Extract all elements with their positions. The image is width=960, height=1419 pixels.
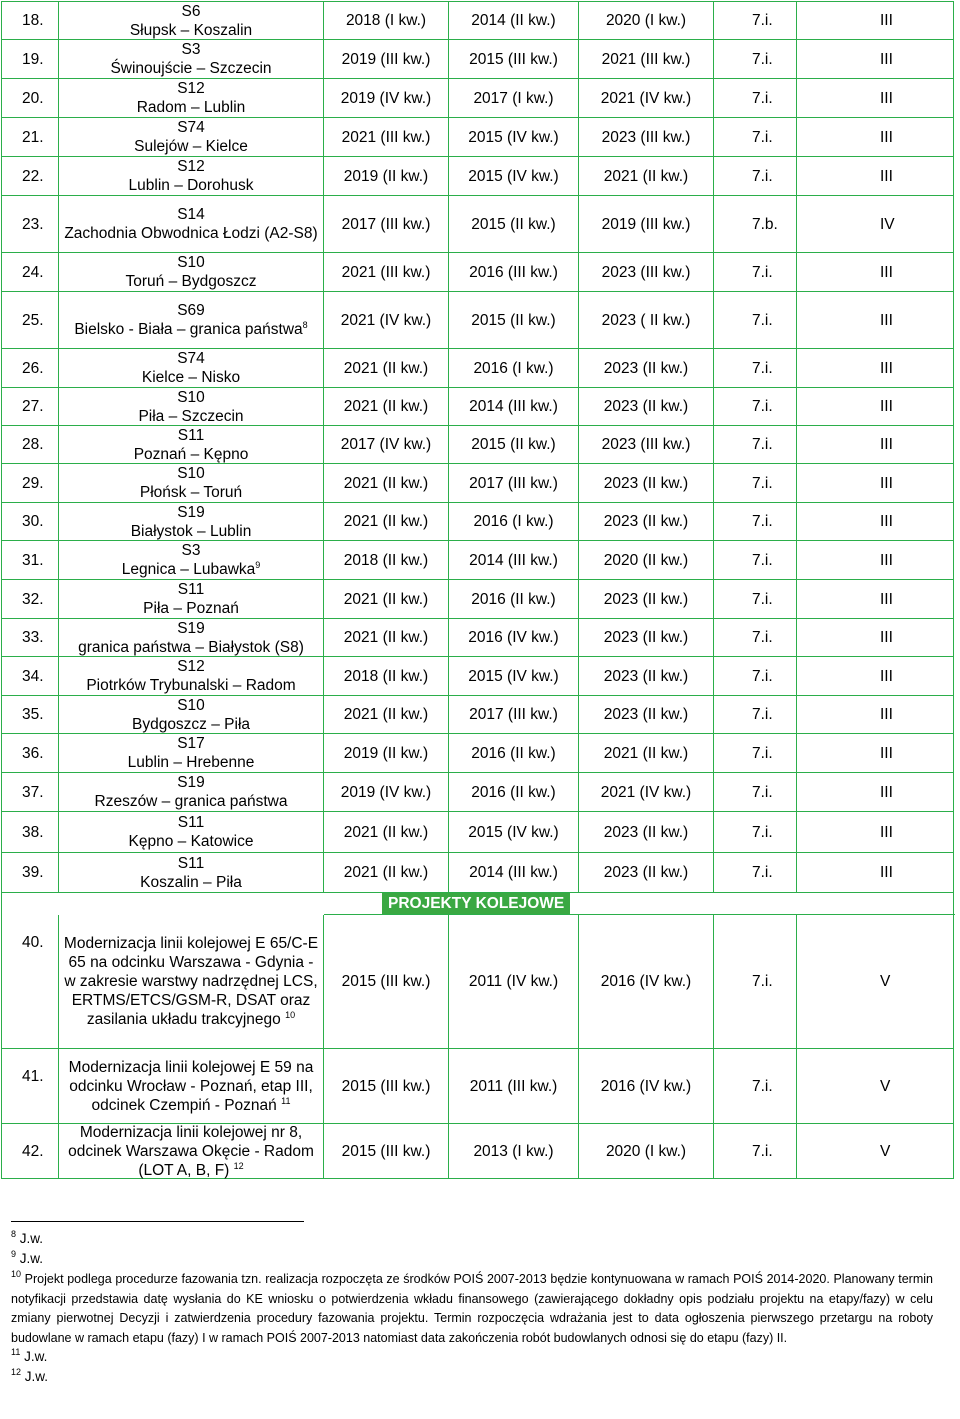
date-end: 2021 (IV kw.) bbox=[579, 773, 714, 811]
row-number: 21. bbox=[2, 118, 59, 156]
road-route bbox=[134, 137, 248, 156]
road-code: S19 bbox=[177, 774, 205, 791]
table-row-rail bbox=[2, 1049, 953, 1124]
road-cell bbox=[59, 118, 324, 156]
road-cell bbox=[59, 580, 324, 618]
road-cell bbox=[59, 619, 324, 656]
date-notification: 2021 (III kw.) bbox=[324, 253, 449, 291]
date-notification: 2018 (I kw.) bbox=[324, 2, 449, 39]
row-number: 32. bbox=[2, 580, 59, 618]
date-start: 2016 (II kw.) bbox=[449, 580, 579, 618]
date-notification: 2021 (II kw.) bbox=[324, 388, 449, 425]
class: III bbox=[880, 398, 893, 415]
rail-project-title bbox=[63, 934, 319, 1029]
table-row bbox=[2, 426, 953, 464]
road-code: S17 bbox=[177, 735, 205, 752]
road-route-text: Poznań – Kępno bbox=[133, 445, 249, 463]
section-header-label: PROJEKTY KOLEJOWE bbox=[382, 893, 570, 914]
road-route-text: Lublin – Hrebenne bbox=[127, 754, 255, 771]
date-notification: 2021 (II kw.) bbox=[324, 696, 449, 733]
road-cell bbox=[59, 157, 324, 195]
category: 7.i. bbox=[714, 349, 797, 387]
class: III bbox=[880, 590, 893, 608]
footnote-ref: 8 bbox=[302, 320, 308, 330]
date-start: 2015 (III kw.) bbox=[449, 40, 579, 78]
date-notification: 2021 (II kw.) bbox=[324, 503, 449, 540]
date-notification: 2021 (II kw.) bbox=[324, 464, 449, 502]
date-start: 2016 (II kw.) bbox=[449, 734, 579, 772]
date-end: 2023 (II kw.) bbox=[579, 503, 714, 540]
rail-project-title-text: Modernizacja linii kolejowej nr 8, odcinek Warszawa Okęcie - Radom (LOT A, B, F) bbox=[68, 1123, 314, 1179]
road-route bbox=[130, 21, 252, 40]
footnote-12: $^{12}$ J.w. bbox=[11, 1367, 49, 1384]
footnote-ref: 9 bbox=[255, 560, 261, 570]
date-start: 2014 (III kw.) bbox=[449, 388, 579, 425]
footnote-8: $^8$ J.w. bbox=[11, 1229, 44, 1246]
category: 7.i. bbox=[714, 734, 797, 772]
category: 7.i. bbox=[714, 657, 797, 695]
date-end: 2023 (III kw.) bbox=[579, 118, 714, 156]
table-row bbox=[2, 773, 953, 812]
road-route-text: Rzeszów – granica państwa bbox=[94, 793, 288, 810]
rail-project-title bbox=[63, 1058, 319, 1115]
row-number: 27. bbox=[2, 388, 59, 425]
class: V bbox=[880, 973, 891, 990]
road-code: S10 bbox=[177, 465, 205, 482]
road-code: S11 bbox=[177, 426, 205, 444]
table-row bbox=[2, 118, 953, 157]
date-start: 2015 (IV kw.) bbox=[449, 118, 579, 156]
table-row bbox=[2, 541, 953, 580]
row-number: 41. bbox=[2, 1049, 59, 1123]
footnotes bbox=[11, 1230, 933, 1388]
class: III bbox=[880, 311, 893, 329]
date-start: 2016 (IV kw.) bbox=[449, 619, 579, 656]
date-end: 2023 (II kw.) bbox=[579, 657, 714, 695]
table-row bbox=[2, 253, 953, 292]
date-start: 2014 (III kw.) bbox=[449, 853, 579, 892]
date-notification: 2018 (II kw.) bbox=[324, 657, 449, 695]
date-notification: 2018 (II kw.) bbox=[324, 541, 449, 579]
class: III bbox=[880, 783, 893, 801]
road-cell bbox=[59, 253, 324, 291]
road-code: S3 bbox=[181, 41, 201, 58]
road-route bbox=[140, 873, 242, 892]
rail-project-cell bbox=[59, 1124, 324, 1178]
table-row bbox=[2, 388, 953, 426]
row-number: 33. bbox=[2, 619, 59, 656]
road-cell bbox=[59, 196, 324, 252]
class: III bbox=[880, 263, 893, 281]
road-route bbox=[95, 792, 288, 811]
class: III bbox=[880, 474, 893, 492]
road-code: S11 bbox=[177, 814, 205, 831]
date-notification: 2019 (IV kw.) bbox=[324, 79, 449, 117]
date-start: 2015 (II kw.) bbox=[449, 292, 579, 348]
date-notification: 2021 (III kw.) bbox=[324, 118, 449, 156]
road-cell bbox=[59, 40, 324, 78]
row-number: 35. bbox=[2, 696, 59, 733]
rail-project-title-text: Modernizacja linii kolejowej E 65/C-E 65 na odcinku Warszawa - Gdynia - w zakresie warstwy nadrzędnej LCS, ERTMS/ETCS/GSM-R, DSAT oraz zasilania układu trakcyjnego bbox=[63, 935, 319, 1028]
class: III bbox=[880, 128, 893, 146]
row-number: 38. bbox=[2, 812, 59, 852]
category: 7.i. bbox=[714, 157, 797, 195]
class: III bbox=[880, 89, 893, 107]
row-number: 42. bbox=[2, 1124, 59, 1178]
date-end: 2021 (II kw.) bbox=[579, 734, 714, 772]
road-route-text: Lublin – Dorohusk bbox=[128, 177, 254, 194]
date-start: 2015 (IV kw.) bbox=[449, 657, 579, 695]
road-code: S19 bbox=[177, 503, 205, 521]
road-route bbox=[142, 368, 240, 387]
class: III bbox=[880, 513, 893, 530]
rail-project-cell bbox=[59, 915, 324, 1048]
rail-project-title-text: Modernizacja linii kolejowej E 59 na odcinku Wrocław - Poznań, etap III, odcinek Czempiń - Poznań bbox=[68, 1058, 314, 1114]
row-number: 37. bbox=[2, 773, 59, 811]
date-start: 2016 (III kw.) bbox=[449, 253, 579, 291]
road-route bbox=[122, 560, 261, 579]
table-row bbox=[2, 812, 953, 853]
road-route-text: Legnica – Lubawka bbox=[121, 561, 256, 578]
date-notification: 2017 (IV kw.) bbox=[324, 426, 449, 463]
date-notification: 2015 (III kw.) bbox=[324, 1124, 449, 1178]
table-row bbox=[2, 580, 953, 619]
date-start: 2016 (I kw.) bbox=[449, 349, 579, 387]
road-cell bbox=[59, 696, 324, 733]
row-number: 29. bbox=[2, 464, 59, 502]
road-route bbox=[78, 638, 304, 657]
road-route-text: Bielsko - Biała – granica państwa bbox=[74, 321, 303, 338]
class: V bbox=[880, 1142, 891, 1160]
category: 7.i. bbox=[714, 1049, 797, 1123]
date-notification: 2019 (II kw.) bbox=[324, 157, 449, 195]
category: 7.i. bbox=[714, 915, 797, 1048]
date-notification: 2021 (II kw.) bbox=[324, 580, 449, 618]
date-end: 2023 (II kw.) bbox=[579, 388, 714, 425]
table-row bbox=[2, 40, 953, 79]
date-start: 2015 (II kw.) bbox=[449, 196, 579, 252]
category: 7.i. bbox=[714, 503, 797, 540]
road-route bbox=[126, 272, 257, 291]
road-cell bbox=[59, 734, 324, 772]
category: 7.i. bbox=[714, 118, 797, 156]
rail-project-cell bbox=[59, 1049, 324, 1123]
table-row-rail bbox=[2, 1124, 953, 1178]
road-route bbox=[131, 522, 252, 541]
section-header-rail bbox=[324, 893, 955, 915]
road-route-text: Piła – Poznań bbox=[143, 600, 239, 617]
row-number: 20. bbox=[2, 79, 59, 117]
date-end: 2023 (II kw.) bbox=[579, 464, 714, 502]
row-number: 24. bbox=[2, 253, 59, 291]
rail-project-title bbox=[63, 1123, 319, 1180]
row-number: 26. bbox=[2, 349, 59, 387]
row-number: 19. bbox=[2, 40, 59, 78]
row-number: 39. bbox=[2, 853, 59, 892]
footnote-separator bbox=[11, 1221, 304, 1222]
table-row bbox=[2, 79, 953, 118]
class: III bbox=[880, 823, 893, 841]
date-end: 2023 (III kw.) bbox=[579, 253, 714, 291]
road-cell bbox=[59, 349, 324, 387]
table-row bbox=[2, 349, 953, 388]
date-end: 2023 (II kw.) bbox=[579, 619, 714, 656]
road-code: S10 bbox=[177, 254, 205, 271]
date-end: 2023 (II kw.) bbox=[579, 696, 714, 733]
date-start: 2016 (II kw.) bbox=[449, 773, 579, 811]
road-route-text: granica państwa – Białystok (S8) bbox=[78, 638, 304, 656]
road-code: S12 bbox=[177, 658, 205, 675]
road-code: S74 bbox=[177, 119, 205, 136]
road-route bbox=[137, 98, 246, 117]
date-end: 2021 (II kw.) bbox=[579, 157, 714, 195]
date-notification: 2019 (III kw.) bbox=[324, 40, 449, 78]
date-start: 2016 (I kw.) bbox=[449, 503, 579, 540]
date-notification: 2021 (II kw.) bbox=[324, 619, 449, 656]
road-cell bbox=[59, 541, 324, 579]
road-route-text: Świnoujście – Szczecin bbox=[110, 60, 272, 77]
road-route bbox=[64, 224, 317, 243]
road-cell bbox=[59, 426, 324, 463]
road-route-text: Płońsk – Toruń bbox=[139, 484, 243, 501]
road-cell bbox=[59, 388, 324, 425]
road-code: S19 bbox=[177, 619, 205, 637]
class: III bbox=[880, 167, 893, 185]
category: 7.i. bbox=[714, 2, 797, 39]
class: IV bbox=[880, 215, 895, 233]
road-route-text: Zachodnia Obwodnica Łodzi (A2-S8) bbox=[64, 225, 318, 242]
road-code: S14 bbox=[177, 206, 205, 223]
date-start: 2015 (II kw.) bbox=[449, 426, 579, 463]
class: III bbox=[880, 629, 893, 646]
date-start: 2013 (I kw.) bbox=[449, 1124, 579, 1178]
road-route-text: Radom – Lublin bbox=[136, 99, 246, 116]
row-number: 36. bbox=[2, 734, 59, 772]
class: III bbox=[880, 744, 893, 762]
road-cell bbox=[59, 79, 324, 117]
road-cell bbox=[59, 657, 324, 695]
date-end: 2019 (III kw.) bbox=[579, 196, 714, 252]
date-end: 2016 (IV kw.) bbox=[579, 915, 714, 1048]
class: III bbox=[880, 436, 893, 453]
date-notification: 2021 (II kw.) bbox=[324, 349, 449, 387]
table-row bbox=[2, 657, 953, 696]
date-notification: 2015 (III kw.) bbox=[324, 1049, 449, 1123]
row-number: 23. bbox=[2, 196, 59, 252]
row-number: 30. bbox=[2, 503, 59, 540]
date-end: 2023 (II kw.) bbox=[579, 349, 714, 387]
road-cell bbox=[59, 773, 324, 811]
date-notification: 2017 (III kw.) bbox=[324, 196, 449, 252]
road-route-text: Sulejów – Kielce bbox=[134, 138, 248, 155]
footnote-ref: 11 bbox=[281, 1095, 291, 1106]
road-route bbox=[74, 320, 307, 339]
class: III bbox=[880, 667, 893, 685]
road-code: S10 bbox=[177, 388, 205, 406]
table-row bbox=[2, 196, 953, 253]
road-code: S10 bbox=[177, 696, 205, 714]
row-number: 31. bbox=[2, 541, 59, 579]
date-notification: 2019 (IV kw.) bbox=[324, 773, 449, 811]
footnote-ref: 10 bbox=[285, 1010, 296, 1020]
road-route-text: Bydgoszcz – Piła bbox=[131, 715, 251, 733]
date-start: 2014 (III kw.) bbox=[449, 541, 579, 579]
category: 7.i. bbox=[714, 40, 797, 78]
date-end: 2021 (IV kw.) bbox=[579, 79, 714, 117]
date-start: 2011 (III kw.) bbox=[449, 1049, 579, 1123]
date-end: 2020 (II kw.) bbox=[579, 541, 714, 579]
date-end: 2023 (II kw.) bbox=[579, 853, 714, 892]
date-start: 2017 (III kw.) bbox=[449, 464, 579, 502]
road-route bbox=[132, 715, 250, 734]
footnote-9: $^9$ J.w. bbox=[11, 1249, 44, 1266]
date-end: 2020 (I kw.) bbox=[579, 2, 714, 39]
date-start: 2017 (III kw.) bbox=[449, 696, 579, 733]
date-end: 2016 (IV kw.) bbox=[579, 1049, 714, 1123]
date-start: 2015 (IV kw.) bbox=[449, 812, 579, 852]
class: III bbox=[880, 50, 893, 68]
category: 7.i. bbox=[714, 619, 797, 656]
class: III bbox=[880, 359, 893, 377]
footnote-10: $^{10}$ Projekt podlega procedurze fazowania tzn. realizacja rozpoczęta ze środków POIŚ 2007-2013 będzie kontynuowana w ramach POIŚ 2014-2020. Planowany termin notyfikacji przedstawia datę wysłania do KE wniosku o potwierdzenia wkładu finansowego (zawierającego dokładny opis podziału projektu na etapy/fazy) w celu zmiany pierwotnej Decyzji i zatwierdzenia procedury fazowania projektu. Termin rozpoczęcia wdrażania jest to data ogłoszenia pierwszego przetargu na roboty budowlane w ramach etapu (fazy) I w ramach POIŚ 2007-2013 natomiast data zakończenia robót budowlanych odnosi się do etapu (fazy) II. bbox=[11, 1269, 933, 1345]
footnote-11: $^{11}$ J.w. bbox=[11, 1347, 48, 1364]
date-start: 2017 (I kw.) bbox=[449, 79, 579, 117]
road-route bbox=[134, 445, 249, 464]
category: 7.b. bbox=[714, 196, 797, 252]
date-end: 2023 (II kw.) bbox=[579, 812, 714, 852]
row-number: 34. bbox=[2, 657, 59, 695]
date-start: 2015 (IV kw.) bbox=[449, 157, 579, 195]
category: 7.i. bbox=[714, 812, 797, 852]
road-code: S6 bbox=[181, 2, 201, 20]
road-cell bbox=[59, 812, 324, 852]
category: 7.i. bbox=[714, 388, 797, 425]
road-route-text: Słupsk – Koszalin bbox=[129, 21, 253, 39]
road-route-text: Piła – Szczecin bbox=[138, 407, 244, 425]
road-route bbox=[143, 599, 239, 618]
road-route bbox=[129, 832, 254, 851]
road-route bbox=[86, 676, 295, 695]
road-route-text: Koszalin – Piła bbox=[140, 873, 242, 891]
table-row bbox=[2, 503, 953, 541]
road-code: S12 bbox=[177, 80, 205, 97]
road-route bbox=[128, 753, 255, 772]
class: III bbox=[880, 551, 893, 569]
table-row bbox=[2, 696, 953, 734]
road-cell bbox=[59, 464, 324, 502]
category: 7.i. bbox=[714, 853, 797, 892]
date-notification: 2015 (III kw.) bbox=[324, 915, 449, 1048]
table-row bbox=[2, 464, 953, 503]
road-route bbox=[129, 176, 254, 195]
category: 7.i. bbox=[714, 426, 797, 463]
date-end: 2023 (II kw.) bbox=[579, 580, 714, 618]
table-row-rail bbox=[2, 915, 953, 1049]
road-route bbox=[138, 407, 243, 426]
road-code: S11 bbox=[177, 854, 205, 872]
date-end: 2021 (III kw.) bbox=[579, 40, 714, 78]
road-cell bbox=[59, 853, 324, 892]
road-route-text: Piotrków Trybunalski – Radom bbox=[86, 677, 296, 694]
row-number: 25. bbox=[2, 292, 59, 348]
road-route-text: Kępno – Katowice bbox=[128, 833, 254, 850]
road-cell bbox=[59, 503, 324, 540]
category: 7.i. bbox=[714, 253, 797, 291]
row-number: 22. bbox=[2, 157, 59, 195]
road-cell bbox=[59, 2, 324, 39]
date-end: 2023 (III kw.) bbox=[579, 426, 714, 463]
class: III bbox=[880, 12, 893, 29]
road-route-text: Białystok – Lublin bbox=[130, 522, 252, 540]
road-route-text: Toruń – Bydgoszcz bbox=[125, 273, 257, 290]
row-number: 18. bbox=[2, 2, 59, 39]
table-row bbox=[2, 734, 953, 773]
class: III bbox=[880, 864, 893, 881]
class: V bbox=[880, 1077, 891, 1095]
footnote-ref: 12 bbox=[233, 1160, 244, 1171]
category: 7.i. bbox=[714, 1124, 797, 1178]
table-row bbox=[2, 853, 953, 893]
category: 7.i. bbox=[714, 464, 797, 502]
projects-table bbox=[1, 1, 954, 1179]
date-start: 2014 (II kw.) bbox=[449, 2, 579, 39]
road-code: S12 bbox=[177, 158, 205, 175]
table-row bbox=[2, 2, 953, 40]
date-notification: 2019 (II kw.) bbox=[324, 734, 449, 772]
road-route bbox=[110, 59, 271, 78]
date-end: 2020 (I kw.) bbox=[579, 1124, 714, 1178]
category: 7.i. bbox=[714, 773, 797, 811]
date-notification: 2021 (II kw.) bbox=[324, 853, 449, 892]
category: 7.i. bbox=[714, 292, 797, 348]
category: 7.i. bbox=[714, 580, 797, 618]
road-code: S74 bbox=[177, 350, 205, 367]
category: 7.i. bbox=[714, 541, 797, 579]
category: 7.i. bbox=[714, 79, 797, 117]
date-start: 2011 (IV kw.) bbox=[449, 915, 579, 1048]
row-number: 40. bbox=[2, 915, 59, 1048]
table-row bbox=[2, 157, 953, 196]
table-row bbox=[2, 619, 953, 657]
date-notification: 2021 (II kw.) bbox=[324, 812, 449, 852]
date-end: 2023 ( II kw.) bbox=[579, 292, 714, 348]
row-number: 28. bbox=[2, 426, 59, 463]
road-code: S11 bbox=[177, 581, 205, 598]
road-code: S69 bbox=[177, 302, 205, 319]
road-route-text: Kielce – Nisko bbox=[141, 369, 241, 386]
road-cell bbox=[59, 292, 324, 348]
road-code: S3 bbox=[181, 542, 201, 559]
category: 7.i. bbox=[714, 696, 797, 733]
class: III bbox=[880, 706, 893, 723]
table-row bbox=[2, 292, 953, 349]
date-notification: 2021 (IV kw.) bbox=[324, 292, 449, 348]
road-route bbox=[140, 483, 242, 502]
